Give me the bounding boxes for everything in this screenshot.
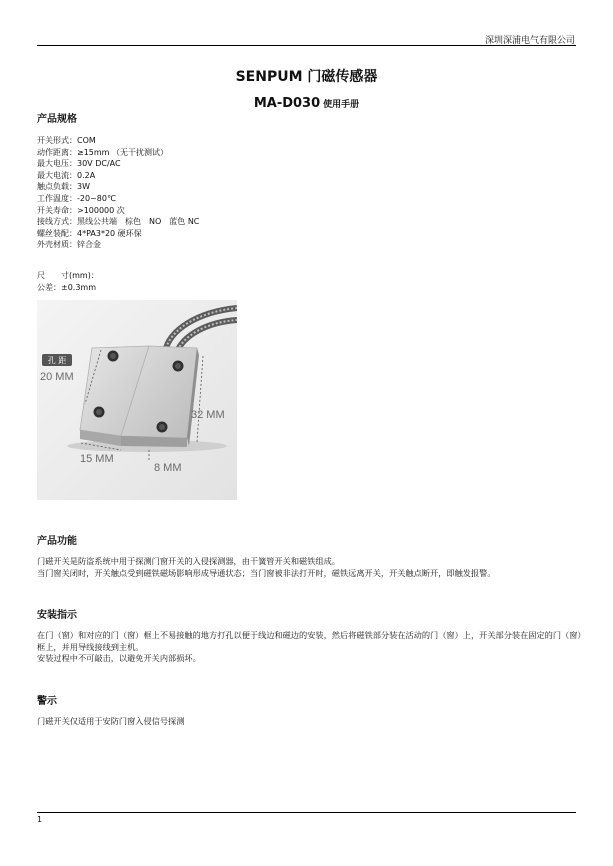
model-number: MA-D030	[253, 96, 321, 111]
spec-item: 接线方式：黑线公共端 棕色 NO 蓝色 NC	[37, 217, 200, 227]
company-name: 深圳深浦电气有限公司	[484, 36, 575, 46]
page-number: 1	[37, 815, 43, 824]
thickness-label: 8 MM	[154, 462, 182, 474]
manual-label: 使用手册	[323, 100, 360, 110]
function-line: 当门窗关闭时，开关触点受到磁铁磁场影响形成导通状态；当门窗被非法打开时，磁铁远离开关，开关触点断开，即触发报警。	[37, 567, 496, 578]
spec-item: 工作温度：-20~80℃	[37, 193, 116, 203]
document-subtitle	[0, 92, 613, 111]
header-rule	[37, 45, 576, 46]
install-text	[37, 630, 582, 665]
function-text	[37, 556, 582, 579]
install-line: 安装过程中不可敲击，以避免开关内部损坏。	[37, 653, 201, 663]
document-title: SENPUM 门磁传感器	[235, 69, 378, 85]
footer-rule	[37, 812, 576, 813]
specs-heading: 产品规格	[37, 114, 77, 125]
install-line: 在门（窗）和对应的门（窗）框上不易接触的地方打孔以便于线边和磁边的安装，然后将磁铁部分装在活动的门（窗）上，开关部分装在固定的门（窗）框上，并用导线接线到主机。	[37, 630, 582, 652]
dimensions-label: 尺 寸(mm)：	[37, 271, 99, 280]
spec-list	[37, 135, 199, 251]
tolerance-text: 公差：±0.3mm	[37, 283, 97, 292]
spec-item: 最大电压：30V DC/AC	[37, 159, 121, 169]
function-heading: 产品功能	[37, 536, 77, 547]
dimensions-block	[37, 270, 99, 294]
spec-item: 开关寿命：>100000 次	[37, 205, 125, 215]
install-heading: 安装指示	[37, 610, 77, 621]
spec-item: 动作距离：≥15mm （无干扰测试）	[37, 147, 169, 157]
spec-item: 螺丝装配：4*PA3*20 硬环保	[37, 228, 142, 238]
warning-heading: 警示	[37, 696, 57, 707]
width-label: 15 MM	[80, 453, 114, 465]
product-photo	[37, 300, 237, 500]
height-label: 32 MM	[191, 409, 225, 421]
hole-spacing-label: 20 MM	[40, 371, 74, 383]
spec-item: 开关形式：COM	[37, 136, 96, 145]
function-line: 门磁开关是防盗系统中用于探测门窗开关的入侵探测器，由干簧管开关和磁铁组成。	[37, 556, 340, 566]
spec-item: 触点负载：3W	[37, 182, 90, 192]
hole-tag-label: 孔 距	[47, 356, 67, 365]
spec-item: 最大电流：0.2A	[37, 170, 96, 180]
spec-item: 外壳材质：锌合金	[37, 240, 101, 250]
warning-text: 门磁开关仅适用于安防门窗入侵信号探测	[37, 716, 185, 726]
